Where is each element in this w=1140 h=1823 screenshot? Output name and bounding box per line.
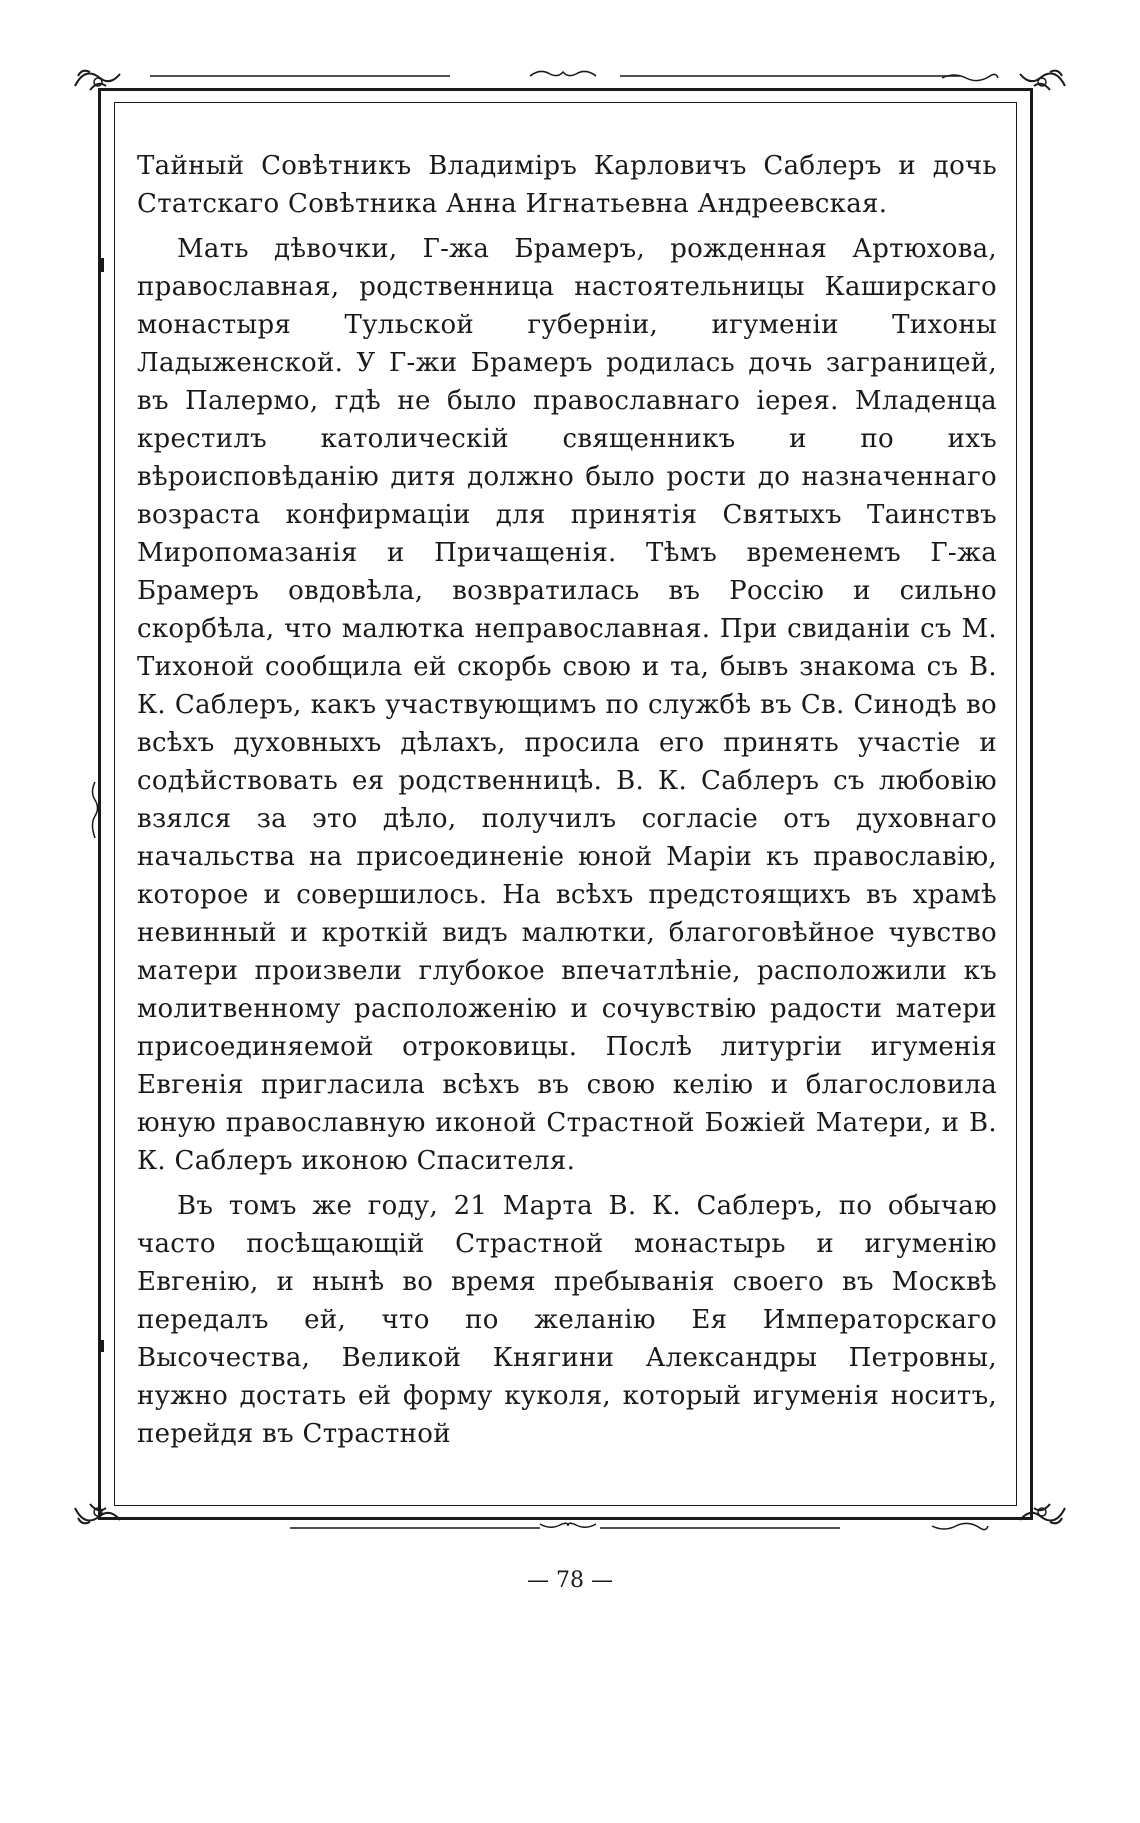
- page-number: — 78 —: [527, 1568, 613, 1593]
- margin-mark: [100, 1340, 104, 1352]
- corner-ornament-top-left-icon: [70, 56, 140, 96]
- bottom-rule-left: [290, 1524, 540, 1532]
- left-margin-ornament-icon: [88, 780, 102, 840]
- bottom-right-curl-icon: [930, 1520, 990, 1532]
- top-rule-right: [620, 72, 960, 80]
- top-center-flourish-icon: [528, 66, 598, 80]
- top-right-curl-icon: [940, 70, 1000, 84]
- top-rule-left: [150, 72, 450, 80]
- paragraph-continuation: Тайный Совѣтникъ Владиміръ Карловичъ Саблеръ и дочь Статскаго Совѣтника Анна Игнатьевна Андреевская.: [137, 151, 997, 219]
- bottom-rule-right: [600, 1524, 840, 1532]
- corner-ornament-top-right-icon: [1000, 56, 1070, 96]
- corner-ornament-bottom-right-icon: [1000, 1498, 1070, 1538]
- page-text: [137, 147, 997, 1460]
- paragraph: Мать дѣвочки, Г-жа Брамеръ, рожденная Артюхова, православная, родственница настоятельницы Каширскаго монастыря Тульской губерніи, игуменіи Тихоны Ладыженской. У Г-жи Брамеръ родилась дочь заграницей, въ Палермо, гдѣ не было православнаго іерея. Младенца крестилъ католическій священникъ и по ихъ вѣроисповѣданію дитя должно было рости до назначеннаго возраста конфирмаціи для принятія Святыхъ Таинствъ Миропомазанія и Причащенія. Тѣмъ временемъ Г-жа Брамеръ овдовѣла, возвратилась въ Россію и сильно скорбѣла, что малютка неправославная. При свиданіи съ М. Тихоной сообщила ей скорбь свою и та, бывъ знакома съ В. К. Саблеръ, какъ участвующимъ по службѣ въ Св. Синодѣ во всѣхъ духовныхъ дѣлахъ, просила его принять участіе и содѣйствовать ея родственницѣ. В. К. Саблеръ съ любовію взялся за это дѣло, получилъ согласіе отъ духовнаго начальства на присоединеніе юной Маріи къ православію, которое и совершилось. На всѣхъ предстоящихъ въ храмѣ невинный и кроткій видъ малютки, благоговѣйное чувство матери произвели глубокое впечатлѣніе, расположили къ молитвенному расположенію и сочувствію радости матери присоединяемой отроковицы. Послѣ литургіи игуменія Евгенія пригласила всѣхъ въ свою келію и благословила юную православную иконой Страстной Божіей Матери, и В. К. Саблеръ иконою Спасителя.: [137, 234, 997, 1176]
- margin-mark: [100, 258, 104, 272]
- bottom-center-flourish-icon: [538, 1520, 598, 1532]
- corner-ornament-bottom-left-icon: [70, 1498, 140, 1538]
- paragraph: Въ томъ же году, 21 Марта В. К. Саблеръ, по обычаю часто посѣщающій Страстной монастырь и игуменію Евгенію, и нынѣ во время пребыванія своего въ Москвѣ передалъ ей, что по желанію Ея Императорскаго Высочества, Великой Княгини Александры Петровны, нужно достать ей форму куколя, который игуменія носитъ, перейдя въ Страстной: [137, 1191, 997, 1449]
